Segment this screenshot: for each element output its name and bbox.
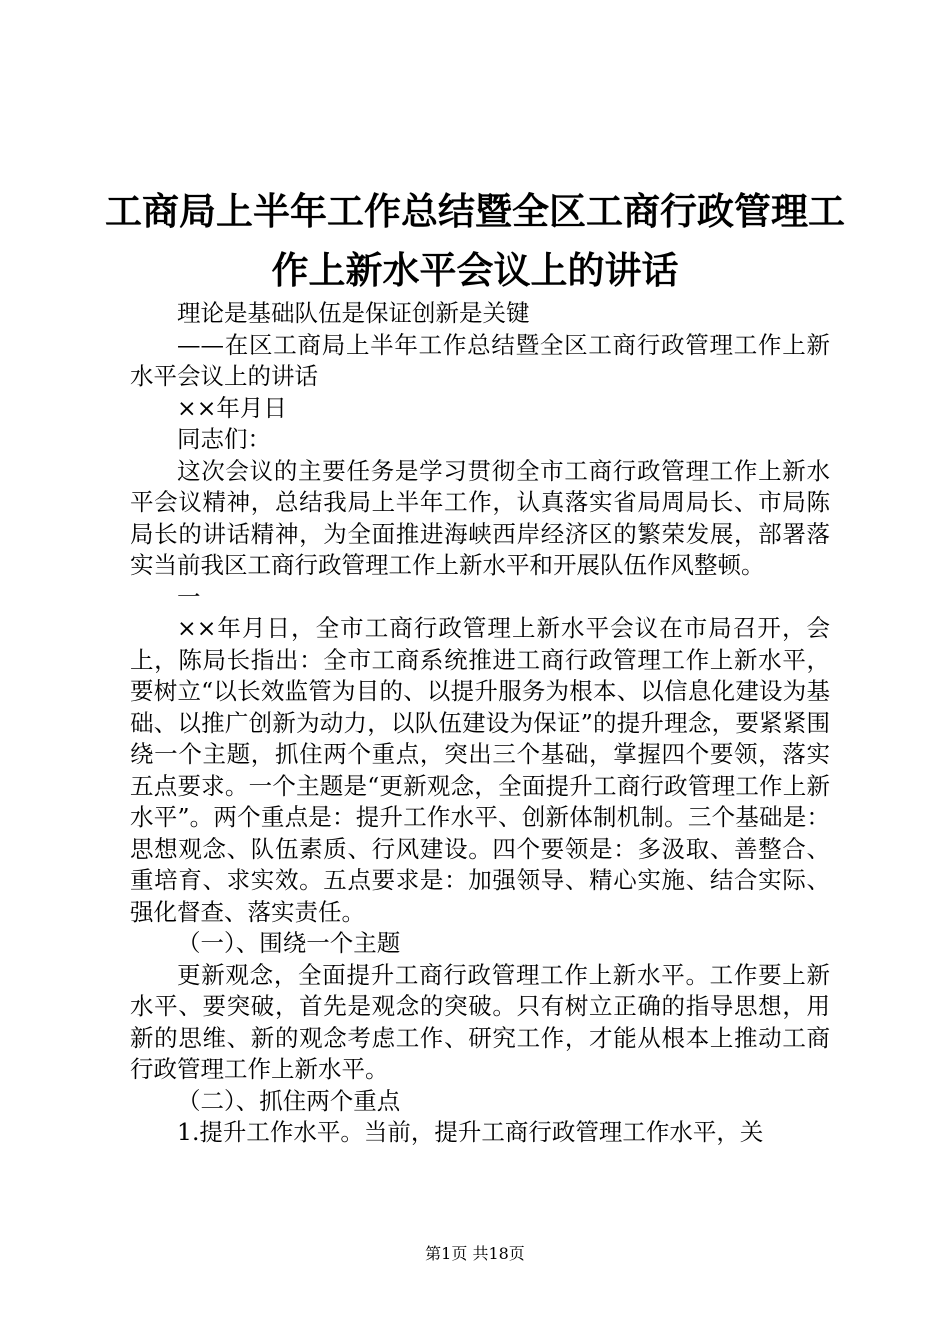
salutation-paragraph: 同志们： xyxy=(177,425,271,453)
body-paragraph: 更新观念，全面提升工商行政管理工作上新水平。工作要上新水平、要突破，首先是观念的突破。只有树立正确的指导思想，用新的思维、新的观念考虑工作、研究工作，才能从根本上推动工商行政管理工作上新水平。 xyxy=(130,960,830,1083)
subtitle-paragraph: 理论是基础队伍是保证创新是关键 xyxy=(177,299,530,327)
document-title-line-2: 作上新水平会议上的讲话 xyxy=(271,249,679,292)
subtitle-occasion-paragraph: ——在区工商局上半年工作总结暨全区工商行政管理工作上新水平会议上的讲话 xyxy=(130,330,830,390)
subsection-heading: （一）、围绕一个主题 xyxy=(177,929,401,957)
body-paragraph: 这次会议的主要任务是学习贯彻全市工商行政管理工作上新水平会议精神，总结我局上半年工作，认真落实省局周局长、市局陈局长的讲话精神，为全面推进海峡西岸经济区的繁荣发展，部署落实当前我区工商行政管理工作上新水平和开展队伍作风整顿。 xyxy=(130,456,830,579)
body-paragraph: ××年月日，全市工商行政管理上新水平会议在市局召开，会上，陈局长指出：全市工商系统推进工商行政管理工作上新水平，要树立“以长效监管为目的、以提升服务为根本、以信息化建设为基础、以推广创新为动力，以队伍建设为保证”的提升理念，要紧紧围绕一个主题，抓住两个重点，突出三个基础，掌握四个要领，落实五点要求。一个主题是“更新观念，全面提升工商行政管理工作上新水平”。两个重点是：提升工作水平、创新体制机制。三个基础是：思想观念、队伍素质、行风建设。四个要领是：多汲取、善整合、重培育、求实效。五点要求是：加强领导、精心实施、结合实际、强化督查、落实责任。 xyxy=(130,614,830,926)
section-heading: 一 xyxy=(177,582,201,611)
body-paragraph: 1.提升工作水平。当前，提升工商行政管理工作水平，关 xyxy=(177,1118,764,1146)
subsection-heading: （二）、抓住两个重点 xyxy=(177,1086,401,1115)
page-footer: 第1页 共18页 xyxy=(425,1244,525,1263)
date-paragraph: ××年月日 xyxy=(177,393,287,422)
document-title-line-1: 工商局上半年工作总结暨全区工商行政管理工 xyxy=(105,190,845,233)
document-body xyxy=(130,298,830,1149)
